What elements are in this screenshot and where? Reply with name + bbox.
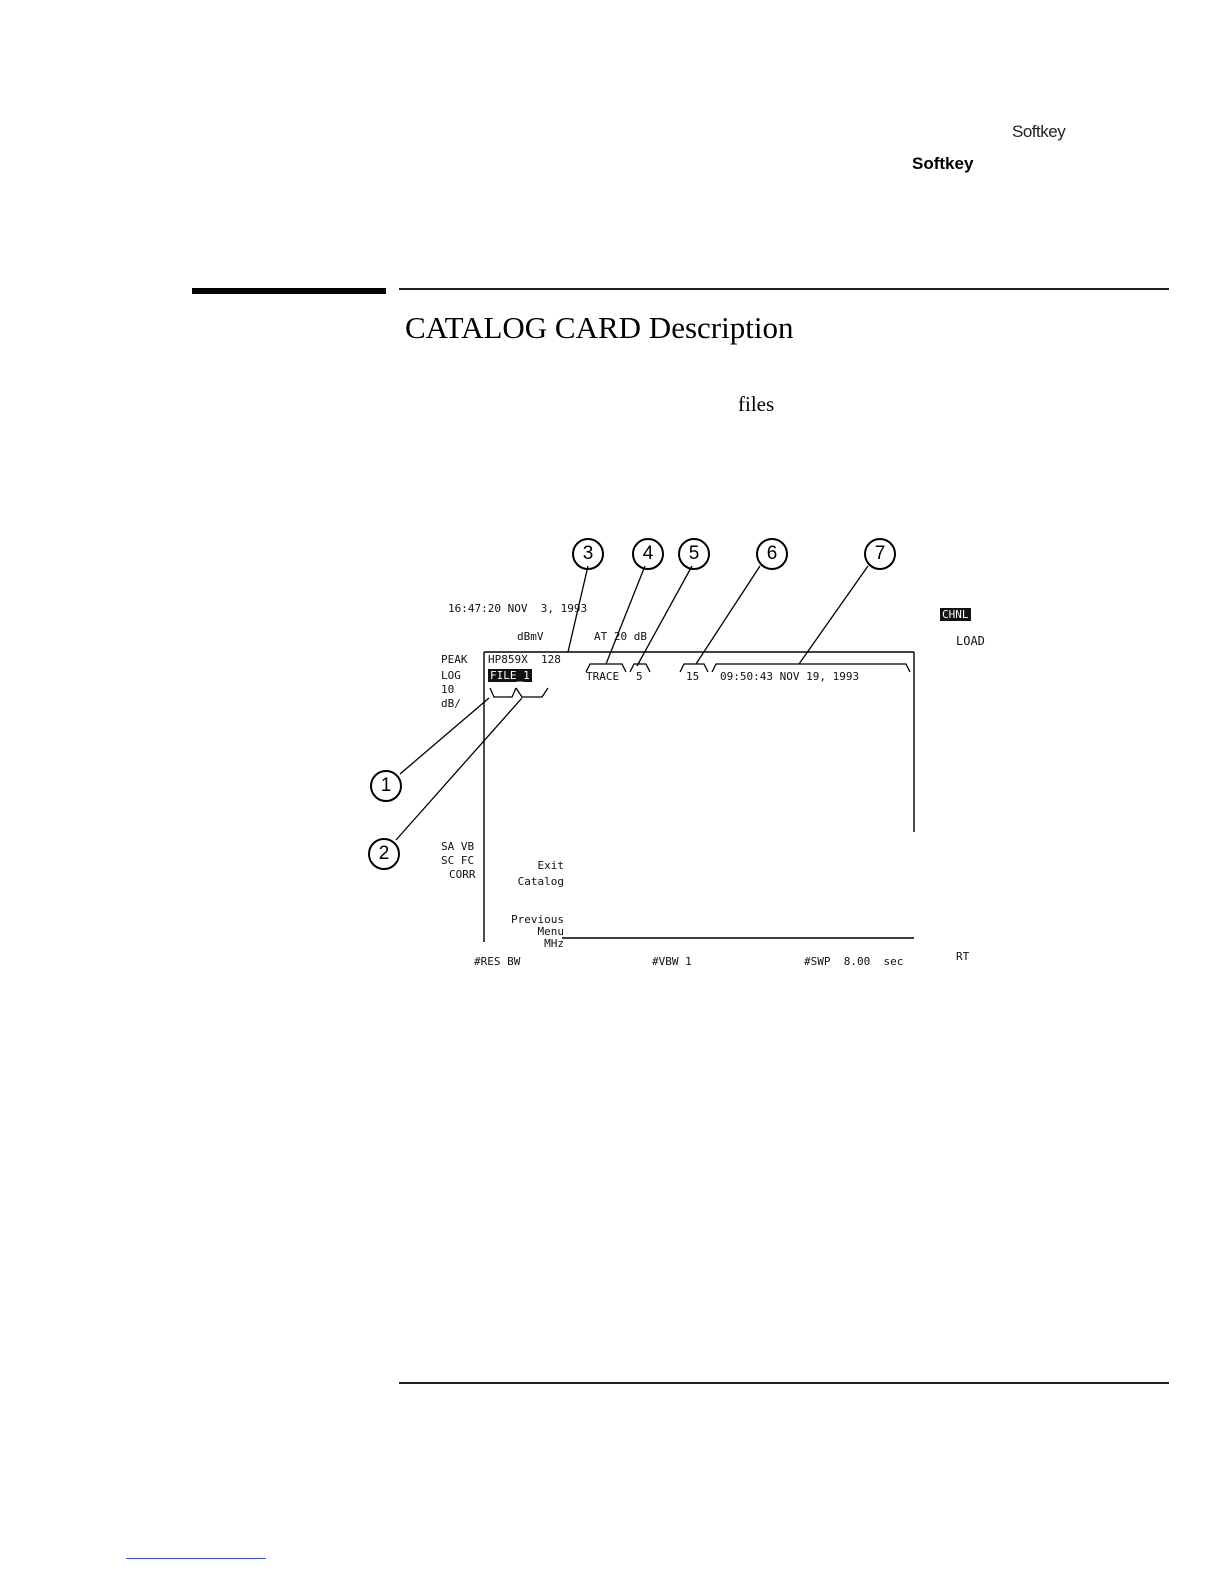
leader-7	[799, 566, 868, 664]
menu-label: Menu	[537, 925, 564, 938]
callout-1: 1	[370, 770, 402, 802]
screen-ref-level: dBmV	[517, 630, 544, 643]
bracket-2	[516, 688, 548, 697]
footer-link-rule	[126, 1558, 266, 1559]
body-fragment-files: files	[738, 392, 775, 416]
exit-catalog-softkey[interactable]	[500, 858, 564, 890]
header-softkey-light: Softkey	[1012, 122, 1066, 141]
leader-4	[606, 566, 645, 664]
callout-7: 7	[864, 538, 896, 570]
callout-2: 2	[368, 838, 400, 870]
section-title: CATALOG CARD Description	[405, 310, 794, 345]
leader-6	[696, 566, 760, 664]
screen-corr: CORR	[449, 868, 476, 881]
catalog-entry-length: 15	[686, 670, 700, 683]
callout-4: 4	[632, 538, 664, 570]
screen-rt: RT	[956, 950, 970, 963]
catalog-header-title: HP859X 128	[488, 653, 561, 666]
catalog-entry-number: 5	[636, 670, 643, 683]
leader-5	[637, 566, 692, 666]
catalog-label: Catalog	[517, 875, 564, 888]
screen-res-bw: #RES BW	[474, 955, 521, 968]
screen-db-div: dB/	[441, 697, 461, 710]
catalog-entry-date: 09:50:43 NOV 19, 1993	[720, 670, 860, 683]
bracket-1	[490, 688, 516, 697]
screen-sc-fc: SC FC	[441, 854, 475, 867]
callout-6: 6	[756, 538, 788, 570]
previous-label: Previous	[511, 913, 564, 926]
chnl-badge: CHNL	[942, 608, 969, 621]
screen-time: 16:47:20 NOV 3, 1993	[448, 602, 588, 615]
footer-rule	[399, 1382, 1169, 1384]
screen-sa-vb: SA VB	[441, 840, 475, 853]
screen-log-scale: 10	[441, 683, 455, 696]
exit-label: Exit	[537, 859, 564, 872]
callout-3: 3	[572, 538, 604, 570]
header-softkey-bold: Softkey	[912, 154, 974, 173]
screen-log: LOG	[441, 669, 461, 682]
previous-menu-softkey[interactable]	[486, 914, 564, 950]
screen-attenuation: AT 20 dB	[594, 630, 647, 643]
callout-5: 5	[678, 538, 710, 570]
leader-2	[396, 698, 522, 840]
load-softkey[interactable]: LOAD	[956, 634, 985, 648]
mhz-label: MHz	[544, 937, 564, 950]
catalog-entry-type: TRACE	[586, 670, 620, 683]
screen-peak: PEAK	[441, 653, 468, 666]
screen-vbw: #VBW 1	[652, 955, 692, 968]
screen-swp: #SWP 8.00 sec	[804, 955, 904, 968]
catalog-entry-name[interactable]: FILE_1	[490, 669, 530, 682]
